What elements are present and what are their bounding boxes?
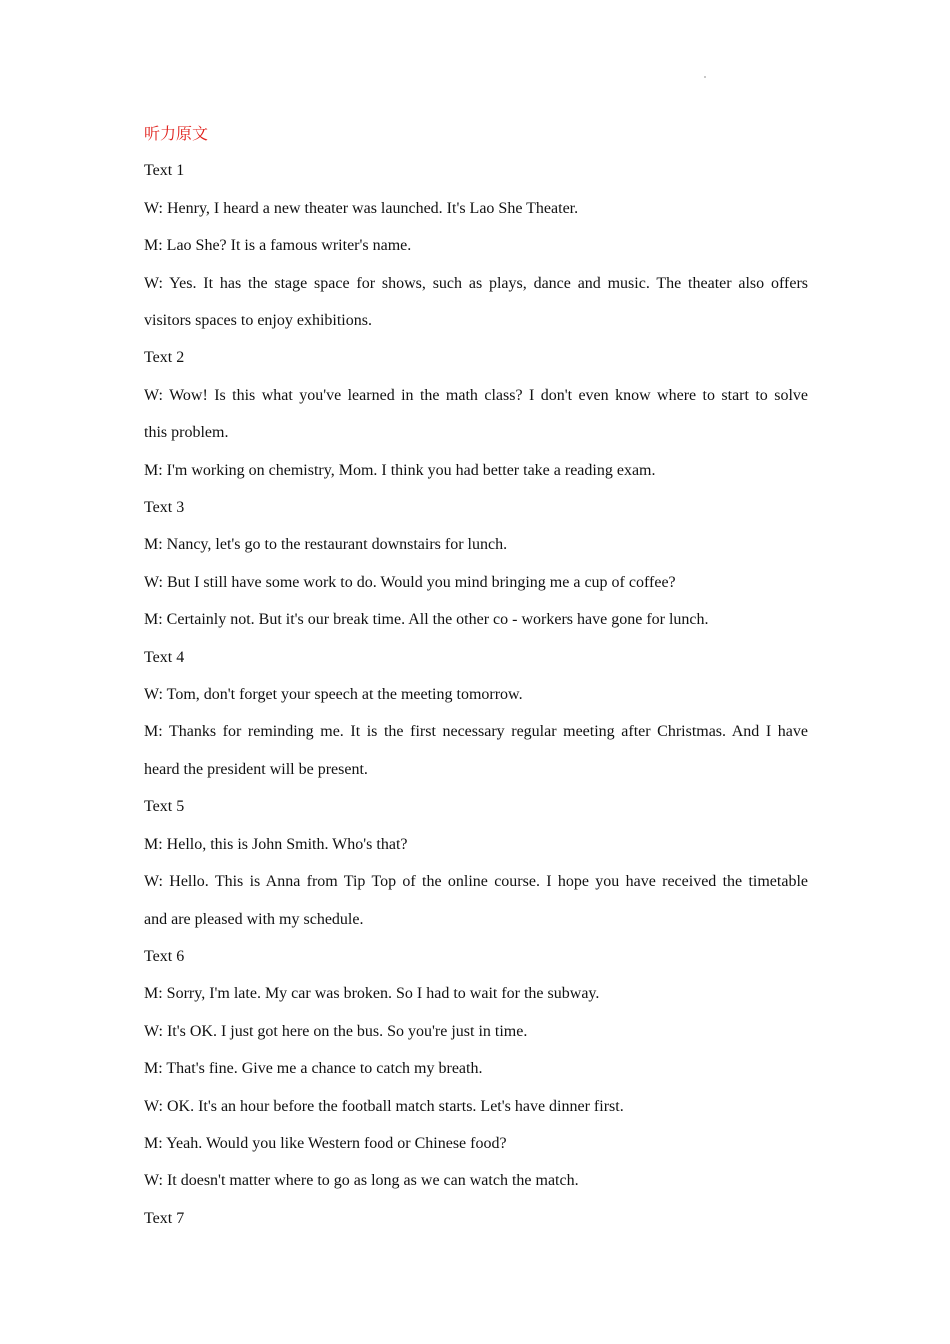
transcript-line: and are pleased with my schedule. [144, 910, 364, 928]
text-number-label: Text 1 [144, 162, 185, 180]
text-number-label: Text 6 [144, 947, 185, 965]
transcript-line: W: But I still have some work to do. Would you mind bringing me a cup of coffee? [144, 573, 676, 591]
transcript-line: W: Yes. It has the stage space for shows, such as plays, dance and music. The theater also offers [144, 274, 808, 292]
transcript-line: W: Hello. This is Anna from Tip Top of the online course. I hope you have received the timetable [144, 873, 808, 891]
transcript-line: M: I'm working on chemistry, Mom. I think you had better take a reading exam. [144, 461, 656, 479]
transcript-line: M: Thanks for reminding me. It is the first necessary regular meeting after Christmas. And I have [144, 723, 808, 741]
text-number-label: Text 3 [144, 499, 185, 517]
transcript-line: W: OK. It's an hour before the football match starts. Let's have dinner first. [144, 1097, 624, 1115]
transcript-line: M: Sorry, I'm late. My car was broken. So I had to wait for the subway. [144, 985, 600, 1003]
transcript-line: M: Lao She? It is a famous writer's name. [144, 237, 412, 255]
transcript-line: M: Nancy, let's go to the restaurant downstairs for lunch. [144, 536, 508, 554]
transcript-line: this problem. [144, 424, 229, 442]
text-number-label: Text 7 [144, 1209, 185, 1227]
transcript-line: W: It's OK. I just got here on the bus. So you're just in time. [144, 1022, 528, 1040]
transcript-line: M: Certainly not. But it's our break time. All the other co - workers have gone for lunch. [144, 611, 709, 629]
transcript-line: W: Henry, I heard a new theater was launched. It's Lao She Theater. [144, 199, 579, 217]
transcript-line: heard the president will be present. [144, 760, 368, 778]
transcript-lines [144, 152, 808, 1237]
transcript-line: M: Yeah. Would you like Western food or Chinese food? [144, 1134, 507, 1152]
transcript-line: M: That's fine. Give me a chance to catch my breath. [144, 1060, 483, 1078]
text-number-label: Text 4 [144, 648, 185, 666]
transcript-body [144, 115, 808, 1237]
page-speck [704, 76, 706, 78]
transcript-line: M: Hello, this is John Smith. Who's that? [144, 835, 408, 853]
transcript-line: W: Tom, don't forget your speech at the meeting tomorrow. [144, 686, 523, 704]
transcript-line: visitors spaces to enjoy exhibitions. [144, 312, 372, 330]
transcript-line: W: Wow! Is this what you've learned in the math class? I don't even know where to start to solve [144, 386, 808, 404]
text-number-label: Text 5 [144, 798, 185, 816]
transcript-line: W: It doesn't matter where to go as long as we can watch the match. [144, 1172, 579, 1190]
text-number-label: Text 2 [144, 349, 185, 367]
section-heading: 听力原文 [144, 124, 209, 143]
